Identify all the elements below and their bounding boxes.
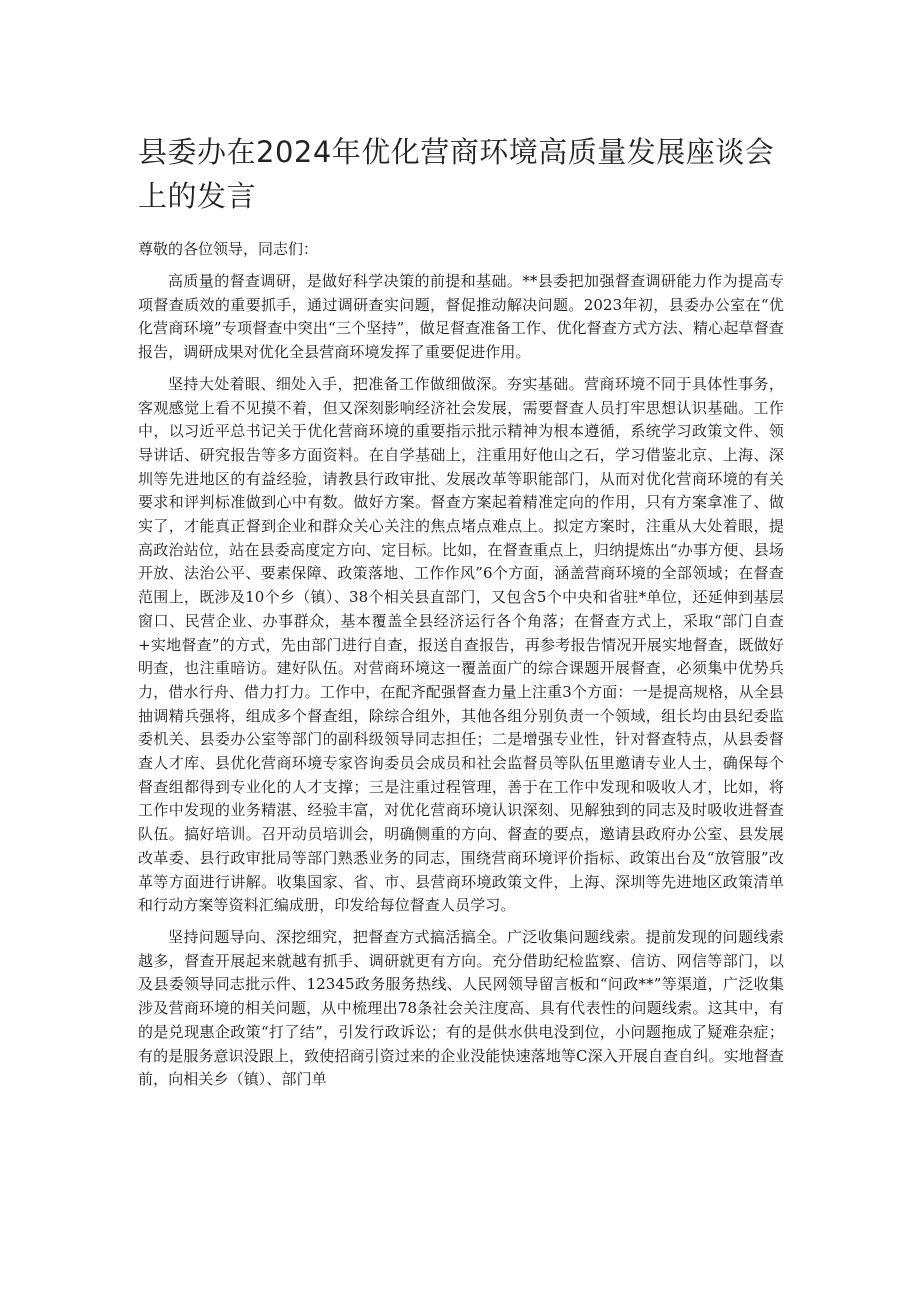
paragraph-1: 高质量的督查调研，是做好科学决策的前提和基础。**县委把加强督查调研能力作为提高专项督查质效的重要抓手，通过调研查实问题，督促推动解决问题。2023年初，县委办公室在“优化营商环境”专项督查中突出“三个坚持”，做足督查准备工作、优化督查方式方法、精心起草督查报告，调研成果对优化全县营商环境发挥了重要促进作用。 [138,272,784,362]
paragraph-2: 坚持大处着眼、细处入手，把准备工作做细做深。夯实基础。营商环境不同于具体性事务，客观感觉上看不见摸不着，但又深刻影响经济社会发展，需要督查人员打牢思想认识基础。工作中，以习近平总书记关于优化营商环境的重要指示批示精神为根本遵循，系统学习政策文件、领导讲话、研究报告等多方面资料。在自学基础上，注重用好他山之石，学习借鉴北京、上海、深圳等先进地区的有益经验，请教县行政审批、发展改革等职能部门，从而对优化营商环境的有关要求和评判标准做到心中有数。做好方案。督查方案起着精准定向的作用，只有方案拿准了、做实了，才能真正督到企业和群众关心关注的焦点堵点难点上。拟定方案时，注重从大处着眼，提高政治站位，站在县委高度定方向、定目标。比如，在督查重点上，归纳提炼出“办事方便、县场开放、法治公平、要素保障、政策落地、工作作风”6个方面，涵盖营商环境的全部领域；在督查范围上，既涉及10个乡（镇）、38个相关县直部门，又包含5个中央和省驻*单位，还延伸到基层窗口、民营企业、办事群众，基本覆盖全县经济运行各个角落；在督查方式上，采取“部门自查+实地督查”的方式，先由部门进行自查，报送自查报告，再参考报告情况开展实地督查，既做好明查，也注重暗访。建好队伍。对营商环境这一覆盖面广的综合课题开展督查，必须集中优势兵力，借水行舟、借力打力。工作中，在配齐配强督查力量上注重3个方面：一是提高规格，从全县抽调精兵强将，组成多个督查组，除综合组外，其他各组分别负责一个领域，组长均由县纪委监委机关、县委办公室等部门的副科级领导同志担任；二是增强专业性，针对督查特点，从县委督查人才库、县优化营商环境专家咨询委员会成员和社会监督员等队伍里邀请专业人士，确保每个督查组都得到专业化的人才支撑；三是注重过程管理，善于在工作中发现和吸收人才，比如，将工作中发现的业务精湛、经验丰富，对优化营商环境认识深刻、见解独到的同志及时吸收进督查队伍。搞好培训。召开动员培训会，明确侧重的方向、督查的要点，邀请县政府办公室、县发展改革委、县行政审批局等部门熟悉业务的同志，围绕营商环境评价指标、政策出台及“放管服”改革等方面进行讲解。收集国家、省、市、县营商环境政策文件，上海、深圳等先进地区政策清单和行动方案等资料汇编成册，印发给每位督查人员学习。 [138,374,784,915]
document-page [138,130,784,1100]
paragraph-3: 坚持问题导向、深挖细究，把督查方式搞活搞全。广泛收集问题线索。提前发现的问题线索越多，督查开展起来就越有抓手、调研就更有方向。充分借助纪检监察、信访、网信等部门，以及县委领导同志批示件、12345政务服务热线、人民网领导留言板和“问政**”等渠道，广泛收集涉及营商环境的相关问题，从中梳理出78条社会关注度高、具有代表性的问题线索。这其中，有的是兑现惠企政策“打了结”，引发行政诉讼；有的是供水供电没到位，小问题拖成了疑难杂症；有的是服务意识没跟上，致使招商引资过来的企业没能快速落地等C深入开展自查自纠。实地督查前，向相关乡（镇）、部门单 [138,927,784,1089]
salutation: 尊敬的各位领导，同志们： [138,240,319,258]
document-title: 县委办在2024年优化营商环境高质量发展座谈会上的发言 [138,135,775,213]
